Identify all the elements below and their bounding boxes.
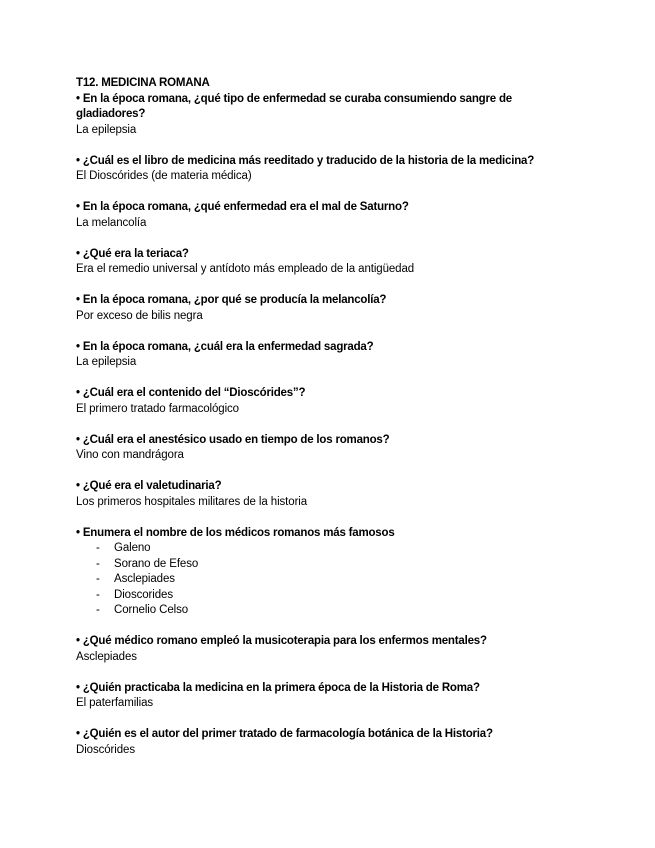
qa-block (76, 433, 576, 464)
question: • ¿Cuál era el contenido del “Dioscórides”? (76, 387, 306, 399)
question: • En la época romana, ¿por qué se producía la melancolía? (76, 294, 387, 306)
qa-block (76, 634, 576, 665)
answer: El Dioscórides (de materia médica) (76, 170, 252, 182)
dash-marker: - (96, 542, 100, 554)
list-item (76, 541, 576, 557)
qa-block (76, 479, 576, 510)
list-item (76, 572, 576, 588)
list-item-label: Asclepiades (114, 573, 175, 585)
answer: La epilepsia (76, 356, 137, 368)
question: • ¿Quién es el autor del primer tratado de farmacología botánica de la Historia? (76, 728, 493, 740)
qa-block (76, 92, 576, 139)
question: • Enumera el nombre de los médicos romanos más famosos (76, 526, 395, 539)
question: • ¿Qué era la teriaca? (76, 247, 189, 260)
question: • En la época romana, ¿cuál era la enfermedad sagrada? (76, 340, 374, 353)
question: • ¿Cuál era el anestésico usado en tiempo de los romanos? (76, 433, 390, 446)
question: • ¿Cuál es el libro de medicina más reeditado y traducido de la historia de la medicina? (76, 154, 535, 167)
answer: Los primeros hospitales militares de la historia (76, 495, 308, 508)
question: • En la época romana, ¿qué enfermedad era el mal de Saturno? (76, 201, 409, 213)
question: • ¿Qué médico romano empleó la musicoterapia para los enfermos mentales? (76, 635, 487, 647)
qa-block (76, 247, 576, 278)
list-item-label: Galeno (114, 542, 151, 554)
qa-block (76, 727, 576, 758)
qa-block (76, 340, 576, 371)
dash-marker: - (96, 573, 100, 585)
list-item (76, 557, 576, 573)
dash-marker: - (96, 557, 100, 570)
answer: El primero tratado farmacológico (76, 402, 239, 415)
answer: La epilepsia (76, 123, 137, 136)
answer: Vino con mandrágora (76, 449, 184, 461)
list-question-block (76, 526, 576, 619)
list-item-label: Sorano de Efeso (114, 557, 199, 570)
list-item-label: Dioscorides (114, 588, 173, 601)
answer: Dioscórides (76, 743, 135, 756)
list-item-label: Cornelio Celso (114, 604, 189, 616)
qa-block (76, 200, 576, 231)
physician-list (76, 541, 576, 619)
question: • ¿Quién practicaba la medicina en la primera época de la Historia de Roma? (76, 681, 480, 694)
qa-block (76, 293, 576, 324)
qa-block (76, 154, 576, 185)
document-page (76, 76, 576, 774)
list-item (76, 603, 576, 619)
answer: El paterfamilias (76, 697, 154, 709)
dash-marker: - (96, 588, 100, 601)
answer: Por exceso de bilis negra (76, 309, 203, 322)
dash-marker: - (96, 604, 100, 616)
question: • En la época romana, ¿qué tipo de enfermedad se curaba consumiendo sangre de gladiadores? (76, 92, 512, 120)
list-item (76, 588, 576, 604)
question: • ¿Qué era el valetudinaria? (76, 480, 222, 492)
answer: Asclepiades (76, 650, 137, 663)
qa-block (76, 386, 576, 417)
document-title: T12. MEDICINA ROMANA (76, 77, 210, 89)
qa-block (76, 681, 576, 712)
answer: Era el remedio universal y antídoto más empleado de la antigüedad (76, 263, 415, 275)
answer: La melancolía (76, 216, 147, 229)
